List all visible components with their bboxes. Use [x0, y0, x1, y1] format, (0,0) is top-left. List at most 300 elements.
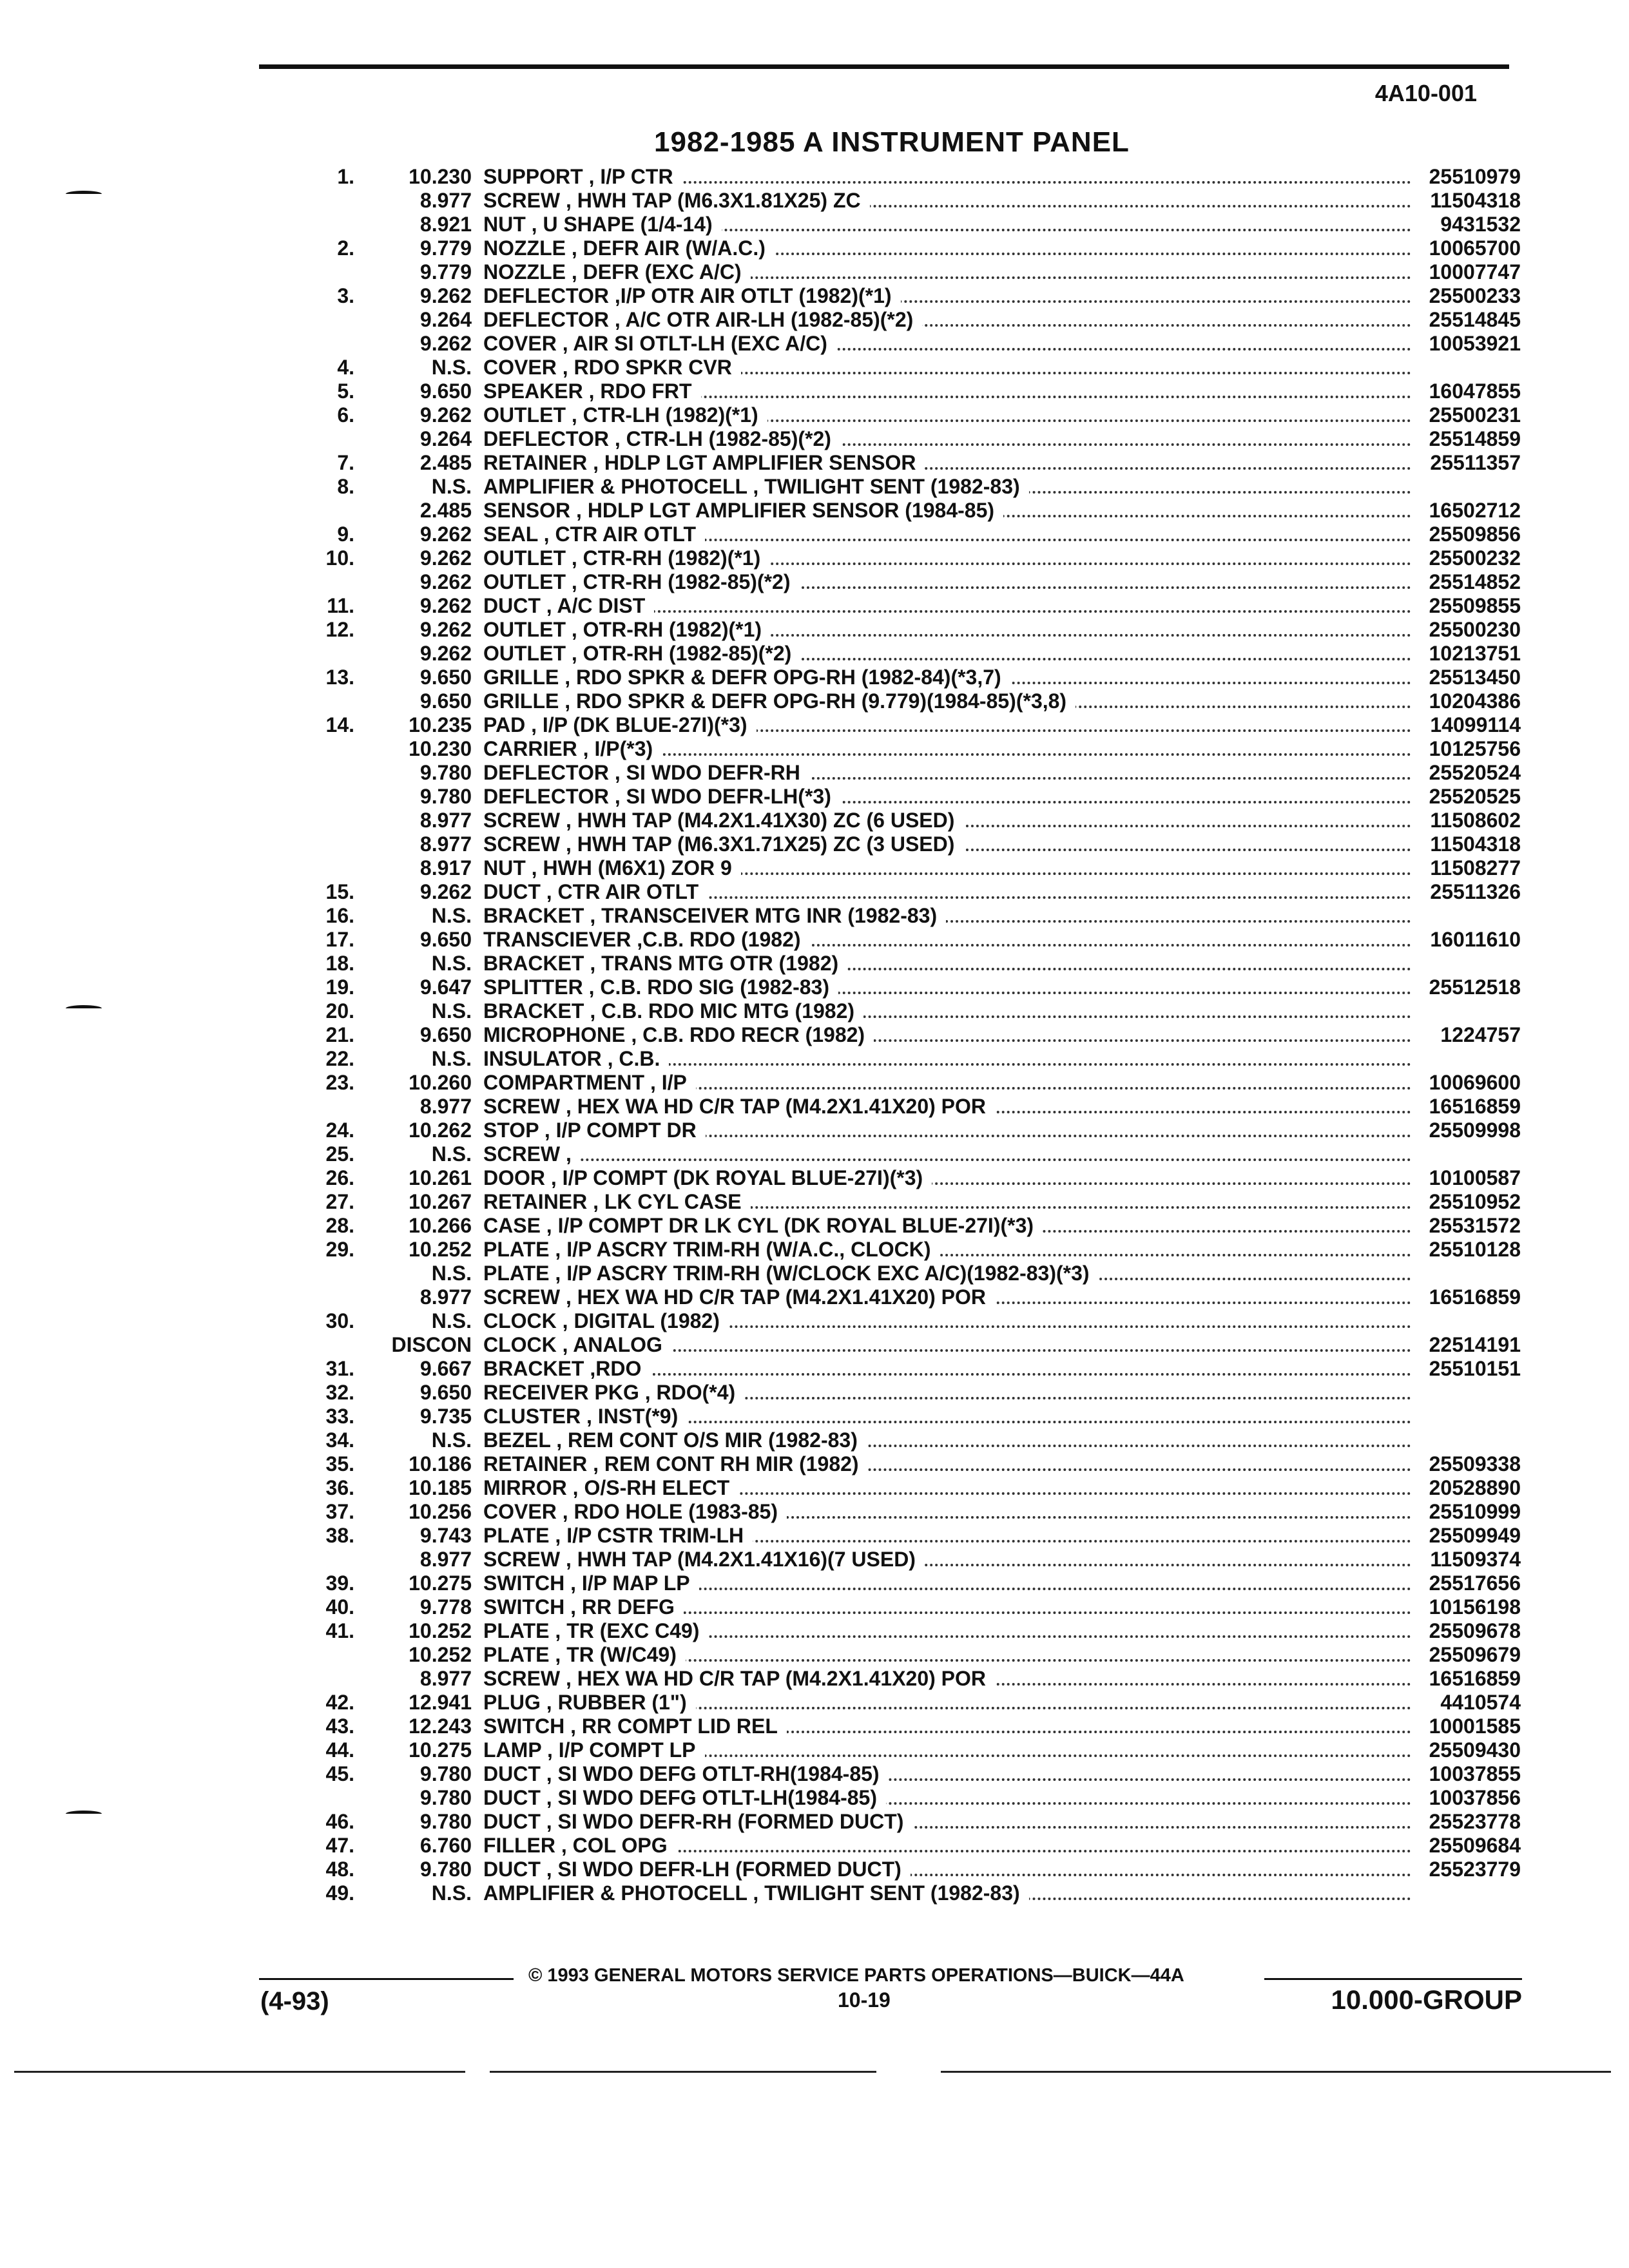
item-number: 29. — [325, 1238, 354, 1261]
item-number: 12. — [325, 618, 354, 641]
part-number: 25509949 — [1429, 1524, 1521, 1547]
part-name: SCREW , HWH TAP (M4.2X1.41X30) ZC (6 USED) — [483, 809, 963, 832]
part-number: 25510151 — [1429, 1357, 1521, 1380]
part-row — [271, 1381, 1521, 1405]
part-number: 25500232 — [1429, 546, 1521, 570]
part-name: PLUG , RUBBER (1") — [483, 1691, 696, 1714]
item-number: 41. — [325, 1619, 354, 1642]
part-description — [483, 666, 1411, 689]
part-description — [483, 1524, 1411, 1548]
item-number: 5. — [337, 380, 354, 403]
part-row — [271, 832, 1521, 856]
part-row — [271, 785, 1521, 809]
group-number: 10.266 — [409, 1214, 472, 1237]
part-description — [483, 1476, 1411, 1500]
part-description — [483, 1571, 1411, 1595]
part-row — [271, 1715, 1521, 1738]
part-description — [483, 880, 1411, 904]
part-description — [483, 499, 1411, 523]
scan-mark — [66, 1811, 102, 1817]
part-description — [483, 1619, 1411, 1643]
part-number: 10156198 — [1429, 1595, 1521, 1619]
part-description — [483, 165, 1411, 189]
part-description — [483, 1095, 1411, 1119]
item-number: 33. — [325, 1405, 354, 1428]
part-description — [483, 332, 1411, 356]
item-number: 23. — [325, 1071, 354, 1094]
group-number: 8.977 — [419, 1548, 472, 1571]
part-row — [271, 904, 1521, 928]
part-name: INSULATOR , C.B. — [483, 1047, 669, 1070]
part-description — [483, 832, 1411, 856]
part-description — [483, 904, 1411, 928]
part-number: 16011610 — [1430, 928, 1521, 951]
part-description — [483, 546, 1411, 570]
part-row — [271, 451, 1521, 475]
scan-mark — [66, 191, 102, 197]
item-number: 26. — [325, 1166, 354, 1189]
item-number: 16. — [325, 904, 354, 927]
item-number: 30. — [325, 1309, 354, 1332]
part-description — [483, 1166, 1411, 1190]
part-description — [483, 761, 1411, 785]
part-row — [271, 1285, 1521, 1309]
group-number: 8.977 — [419, 809, 472, 832]
part-number: 25513450 — [1429, 666, 1521, 689]
group-number: 8.917 — [419, 856, 472, 879]
group-number: 9.262 — [419, 880, 472, 903]
part-name: CLUSTER , INST(*9) — [483, 1405, 687, 1428]
part-name: TRANSCIEVER ,C.B. RDO (1982) — [483, 928, 810, 951]
part-description — [483, 570, 1411, 594]
part-row — [271, 1858, 1521, 1881]
part-description — [483, 308, 1411, 332]
part-row — [271, 1667, 1521, 1691]
part-row — [271, 1738, 1521, 1762]
part-number: 25509855 — [1429, 594, 1521, 617]
part-description — [483, 284, 1411, 308]
group-number: 8.977 — [419, 189, 472, 212]
group-number: 10.230 — [409, 165, 472, 188]
item-number: 9. — [337, 523, 354, 546]
part-number: 25523779 — [1429, 1858, 1521, 1881]
part-description — [483, 403, 1411, 427]
item-number: 36. — [325, 1476, 354, 1499]
part-number: 25514859 — [1429, 427, 1521, 450]
item-number: 18. — [325, 952, 354, 975]
group-number: 10.260 — [409, 1071, 472, 1094]
group-number: N.S. — [431, 999, 472, 1023]
part-name: SCREW , HEX WA HD C/R TAP (M4.2X1.41X20) POR — [483, 1095, 995, 1118]
part-number: 14099114 — [1430, 713, 1521, 736]
part-name: PLATE , I/P ASCRY TRIM-RH (W/CLOCK EXC A/C)(1982-83)(*3) — [483, 1262, 1099, 1285]
part-number: 25520524 — [1429, 761, 1521, 784]
group-number: 9.667 — [419, 1357, 472, 1380]
part-number: 25531572 — [1429, 1214, 1521, 1237]
part-name: DUCT , SI WDO DEFR-LH (FORMED DUCT) — [483, 1858, 911, 1881]
part-name: DEFLECTOR , SI WDO DEFR-LH(*3) — [483, 785, 840, 808]
part-name: NUT , HWH (M6X1) ZOR 9 — [483, 856, 741, 879]
group-number: N.S. — [431, 1881, 472, 1905]
item-number: 43. — [325, 1715, 354, 1738]
item-number: 3. — [337, 284, 354, 307]
part-name: SUPPORT , I/P CTR — [483, 165, 682, 188]
group-number: 2.485 — [419, 451, 472, 474]
part-description — [483, 1786, 1411, 1810]
part-number: 25523778 — [1429, 1810, 1521, 1833]
group-number: 10.235 — [409, 713, 472, 736]
part-number: 10213751 — [1429, 642, 1521, 665]
item-number: 14. — [325, 713, 354, 736]
footer-rule-right — [1264, 1978, 1522, 1980]
group-number: 9.778 — [419, 1595, 472, 1619]
group-number: 2.485 — [419, 499, 472, 522]
part-number: 25509430 — [1429, 1738, 1521, 1762]
part-number: 25509338 — [1429, 1452, 1521, 1475]
part-number: 25514852 — [1429, 570, 1521, 593]
part-row — [271, 213, 1521, 236]
part-description — [483, 1190, 1411, 1214]
part-description — [483, 999, 1411, 1023]
part-number: 10037856 — [1429, 1786, 1521, 1809]
part-name: DEFLECTOR , A/C OTR AIR-LH (1982-85)(*2) — [483, 308, 922, 331]
group-number: 9.650 — [419, 1023, 472, 1046]
item-number: 19. — [325, 975, 354, 999]
part-name: RETAINER , HDLP LGT AMPLIFIER SENSOR — [483, 451, 925, 474]
group-number: N.S. — [431, 1142, 472, 1166]
part-description — [483, 1452, 1411, 1476]
part-description — [483, 856, 1411, 880]
part-name: OUTLET , CTR-RH (1982)(*1) — [483, 546, 769, 570]
item-number: 17. — [325, 928, 354, 951]
page-number: 10-19 — [838, 1988, 891, 2012]
part-description — [483, 1262, 1411, 1285]
group-number: 8.921 — [419, 213, 472, 236]
part-name: NUT , U SHAPE (1/4-14) — [483, 213, 722, 236]
group-number: 9.650 — [419, 928, 472, 951]
part-row — [271, 1142, 1521, 1166]
group-number: 9.262 — [419, 594, 472, 617]
part-row — [271, 1452, 1521, 1476]
part-row — [271, 1500, 1521, 1524]
part-description — [483, 356, 1411, 380]
group-number: 9.262 — [419, 332, 472, 355]
item-number: 42. — [325, 1691, 354, 1714]
group-number: 10.256 — [409, 1500, 472, 1523]
part-description — [483, 1738, 1411, 1762]
group-number: 8.977 — [419, 832, 472, 856]
part-name: SWITCH , RR DEFG — [483, 1595, 684, 1619]
part-name: LAMP , I/P COMPT LP — [483, 1738, 705, 1762]
part-row — [271, 189, 1521, 213]
item-number: 22. — [325, 1047, 354, 1070]
part-number: 10053921 — [1429, 332, 1521, 355]
part-description — [483, 975, 1411, 999]
item-number: 28. — [325, 1214, 354, 1237]
part-row — [271, 618, 1521, 642]
part-description — [483, 642, 1411, 666]
part-row — [271, 1023, 1521, 1047]
part-description — [483, 1643, 1411, 1667]
item-number: 34. — [325, 1428, 354, 1452]
part-row — [271, 1238, 1521, 1262]
part-row — [271, 1047, 1521, 1071]
group-number: N.S. — [431, 475, 472, 498]
item-number: 11. — [327, 594, 354, 617]
part-description — [483, 1881, 1411, 1905]
part-name: DUCT , SI WDO DEFG OTLT-RH(1984-85) — [483, 1762, 889, 1785]
part-description — [483, 809, 1411, 832]
part-number: 16516859 — [1429, 1285, 1521, 1309]
part-number: 25520525 — [1429, 785, 1521, 808]
group-number: 9.262 — [419, 618, 472, 641]
part-name: CLOCK , ANALOG — [483, 1333, 671, 1356]
part-row — [271, 284, 1521, 308]
part-row — [271, 546, 1521, 570]
part-row — [271, 999, 1521, 1023]
part-number: 10007747 — [1429, 260, 1521, 284]
part-row — [271, 1214, 1521, 1238]
document-number: 4A10-001 — [1374, 80, 1477, 106]
group-number: 9.780 — [419, 1762, 472, 1785]
group-number: 9.262 — [419, 570, 472, 593]
part-number: 25509998 — [1429, 1119, 1521, 1142]
part-row — [271, 1524, 1521, 1548]
part-description — [483, 1762, 1411, 1786]
part-name: SEAL , CTR AIR OTLT — [483, 523, 705, 546]
part-description — [483, 1405, 1411, 1428]
part-name: DUCT , SI WDO DEFG OTLT-LH(1984-85) — [483, 1786, 886, 1809]
part-number: 25500230 — [1429, 618, 1521, 641]
group-number: 10.230 — [409, 737, 472, 760]
part-name: COMPARTMENT , I/P — [483, 1071, 696, 1094]
part-number: 25511357 — [1430, 451, 1521, 474]
group-number: N.S. — [431, 1262, 472, 1285]
item-number: 35. — [325, 1452, 354, 1475]
part-name: PAD , I/P (DK BLUE-27I)(*3) — [483, 713, 757, 736]
part-number: 10204386 — [1429, 689, 1521, 713]
part-name: COVER , RDO SPKR CVR — [483, 356, 741, 379]
part-number: 25510952 — [1429, 1190, 1521, 1213]
part-name: PLATE , TR (EXC C49) — [483, 1619, 708, 1642]
group-number: DISCON — [391, 1333, 472, 1356]
part-number: 25510999 — [1429, 1500, 1521, 1523]
part-name: SCREW , HWH TAP (M6.3X1.81X25) ZC — [483, 189, 870, 212]
group-number: 10.267 — [409, 1190, 472, 1213]
part-number: 10069600 — [1429, 1071, 1521, 1094]
item-number: 20. — [325, 999, 354, 1023]
part-description — [483, 952, 1411, 975]
part-number: 4410574 — [1440, 1691, 1521, 1714]
part-row — [271, 1595, 1521, 1619]
group-number: 9.264 — [419, 308, 472, 331]
group-number: 10.252 — [409, 1643, 472, 1666]
part-name: SPLITTER , C.B. RDO SIG (1982-83) — [483, 975, 838, 999]
group-number: 6.760 — [419, 1834, 472, 1857]
part-name: SPEAKER , RDO FRT — [483, 380, 701, 403]
item-number: 24. — [325, 1119, 354, 1142]
part-description — [483, 427, 1411, 451]
scan-mark — [66, 1005, 102, 1012]
part-row — [271, 713, 1521, 737]
part-description — [483, 713, 1411, 737]
group-number: 9.262 — [419, 642, 472, 665]
group-number: 10.275 — [409, 1571, 472, 1595]
part-name: SCREW , HWH TAP (M4.2X1.41X16)(7 USED) — [483, 1548, 925, 1571]
part-number: 16502712 — [1429, 499, 1521, 522]
part-row — [271, 332, 1521, 356]
part-description — [483, 1309, 1411, 1333]
group-number: N.S. — [431, 356, 472, 379]
group-number: 9.262 — [419, 523, 472, 546]
item-number: 25. — [325, 1142, 354, 1166]
part-name: MIRROR , O/S-RH ELECT — [483, 1476, 738, 1499]
item-number: 48. — [325, 1858, 354, 1881]
part-description — [483, 618, 1411, 642]
group-number: N.S. — [431, 1047, 472, 1070]
part-number: 16516859 — [1429, 1095, 1521, 1118]
part-name: STOP , I/P COMPT DR — [483, 1119, 706, 1142]
item-number: 2. — [337, 236, 354, 260]
part-number: 10100587 — [1429, 1166, 1521, 1189]
part-description — [483, 189, 1411, 213]
part-name: SCREW , — [483, 1142, 581, 1166]
part-name: GRILLE , RDO SPKR & DEFR OPG-RH (9.779)(1984-85)(*3,8) — [483, 689, 1075, 713]
top-rule — [259, 64, 1509, 69]
part-row — [271, 880, 1521, 904]
part-row — [271, 1691, 1521, 1715]
part-number: 16047855 — [1429, 380, 1521, 403]
part-name: CARRIER , I/P(*3) — [483, 737, 662, 760]
part-name: GRILLE , RDO SPKR & DEFR OPG-RH (1982-84)(*3,7) — [483, 666, 1010, 689]
item-number: 31. — [325, 1357, 354, 1380]
part-name: PLATE , I/P ASCRY TRIM-RH (W/A.C., CLOCK) — [483, 1238, 940, 1261]
item-number: 44. — [325, 1738, 354, 1762]
part-description — [483, 523, 1411, 546]
part-description — [483, 785, 1411, 809]
part-row — [271, 761, 1521, 785]
group-number: 10.262 — [409, 1119, 472, 1142]
group-number: 10.185 — [409, 1476, 472, 1499]
part-number: 25500231 — [1429, 403, 1521, 427]
part-row — [271, 236, 1521, 260]
part-row — [271, 1190, 1521, 1214]
part-description — [483, 1214, 1411, 1238]
part-name: COVER , RDO HOLE (1983-85) — [483, 1500, 787, 1523]
revision-date: (4-93) — [260, 1987, 329, 2015]
part-row — [271, 975, 1521, 999]
item-number: 38. — [325, 1524, 354, 1547]
item-number: 13. — [325, 666, 354, 689]
group-label: 10.000-GROUP — [1331, 1984, 1522, 2015]
part-description — [483, 380, 1411, 403]
group-number: 9.262 — [419, 403, 472, 427]
part-description — [483, 260, 1411, 284]
group-number: 9.650 — [419, 666, 472, 689]
item-number: 10. — [325, 546, 354, 570]
part-row — [271, 1262, 1521, 1285]
part-row — [271, 1548, 1521, 1571]
part-row — [271, 1643, 1521, 1667]
part-row — [271, 809, 1521, 832]
group-number: N.S. — [431, 952, 472, 975]
group-number: 10.252 — [409, 1619, 472, 1642]
part-number: 25500233 — [1429, 284, 1521, 307]
part-name: BRACKET , C.B. RDO MIC MTG (1982) — [483, 999, 863, 1023]
group-number: 9.262 — [419, 546, 472, 570]
group-number: 8.977 — [419, 1095, 472, 1118]
group-number: 12.243 — [409, 1715, 472, 1738]
scan-rule — [14, 2071, 465, 2073]
part-number: 25514845 — [1429, 308, 1521, 331]
part-row — [271, 1071, 1521, 1095]
part-number: 16516859 — [1429, 1667, 1521, 1690]
part-row — [271, 165, 1521, 189]
group-number: 9.650 — [419, 1381, 472, 1404]
group-number: 9.780 — [419, 761, 472, 784]
group-number: 9.743 — [419, 1524, 472, 1547]
part-description — [483, 1715, 1411, 1738]
part-name: PLATE , TR (W/C49) — [483, 1643, 686, 1666]
scan-rule — [490, 2071, 876, 2073]
page-title: 1982-1985 A INSTRUMENT PANEL — [654, 126, 1130, 158]
part-description — [483, 1142, 1411, 1166]
part-row — [271, 1786, 1521, 1810]
group-number: 10.186 — [409, 1452, 472, 1475]
part-number: 1224757 — [1440, 1023, 1521, 1046]
part-row — [271, 523, 1521, 546]
part-number: 10125756 — [1429, 737, 1521, 760]
part-row — [271, 1357, 1521, 1381]
part-name: MICROPHONE , C.B. RDO RECR (1982) — [483, 1023, 874, 1046]
group-number: 9.650 — [419, 689, 472, 713]
part-name: SCREW , HWH TAP (M6.3X1.71X25) ZC (3 USED) — [483, 832, 963, 856]
part-name: RETAINER , REM CONT RH MIR (1982) — [483, 1452, 868, 1475]
part-row — [271, 499, 1521, 523]
part-number: 9431532 — [1440, 213, 1521, 236]
part-number: 25509679 — [1429, 1643, 1521, 1666]
group-number: 9.735 — [419, 1405, 472, 1428]
group-number: 9.262 — [419, 284, 472, 307]
part-row — [271, 1405, 1521, 1428]
part-number: 10001585 — [1429, 1715, 1521, 1738]
part-description — [483, 1357, 1411, 1381]
part-description — [483, 1047, 1411, 1071]
part-name: COVER , AIR SI OTLT-LH (EXC A/C) — [483, 332, 836, 355]
part-name: PLATE , I/P CSTR TRIM-LH — [483, 1524, 753, 1547]
part-name: CLOCK , DIGITAL (1982) — [483, 1309, 729, 1332]
part-name: AMPLIFIER & PHOTOCELL , TWILIGHT SENT (1982-83) — [483, 1881, 1029, 1905]
part-name: SWITCH , RR COMPT LID REL — [483, 1715, 787, 1738]
part-name: RETAINER , LK CYL CASE — [483, 1190, 751, 1213]
group-number: 8.977 — [419, 1285, 472, 1309]
part-name: OUTLET , CTR-RH (1982-85)(*2) — [483, 570, 800, 593]
part-row — [271, 1881, 1521, 1905]
part-row — [271, 260, 1521, 284]
group-number: N.S. — [431, 904, 472, 927]
part-row — [271, 1309, 1521, 1333]
item-number: 45. — [325, 1762, 354, 1785]
part-row — [271, 928, 1521, 952]
part-row — [271, 952, 1521, 975]
part-number: 25517656 — [1429, 1571, 1521, 1595]
group-number: 9.780 — [419, 1786, 472, 1809]
part-description — [483, 236, 1411, 260]
part-row — [271, 1119, 1521, 1142]
part-row — [271, 1762, 1521, 1786]
part-number: 11508602 — [1430, 809, 1521, 832]
part-row — [271, 380, 1521, 403]
